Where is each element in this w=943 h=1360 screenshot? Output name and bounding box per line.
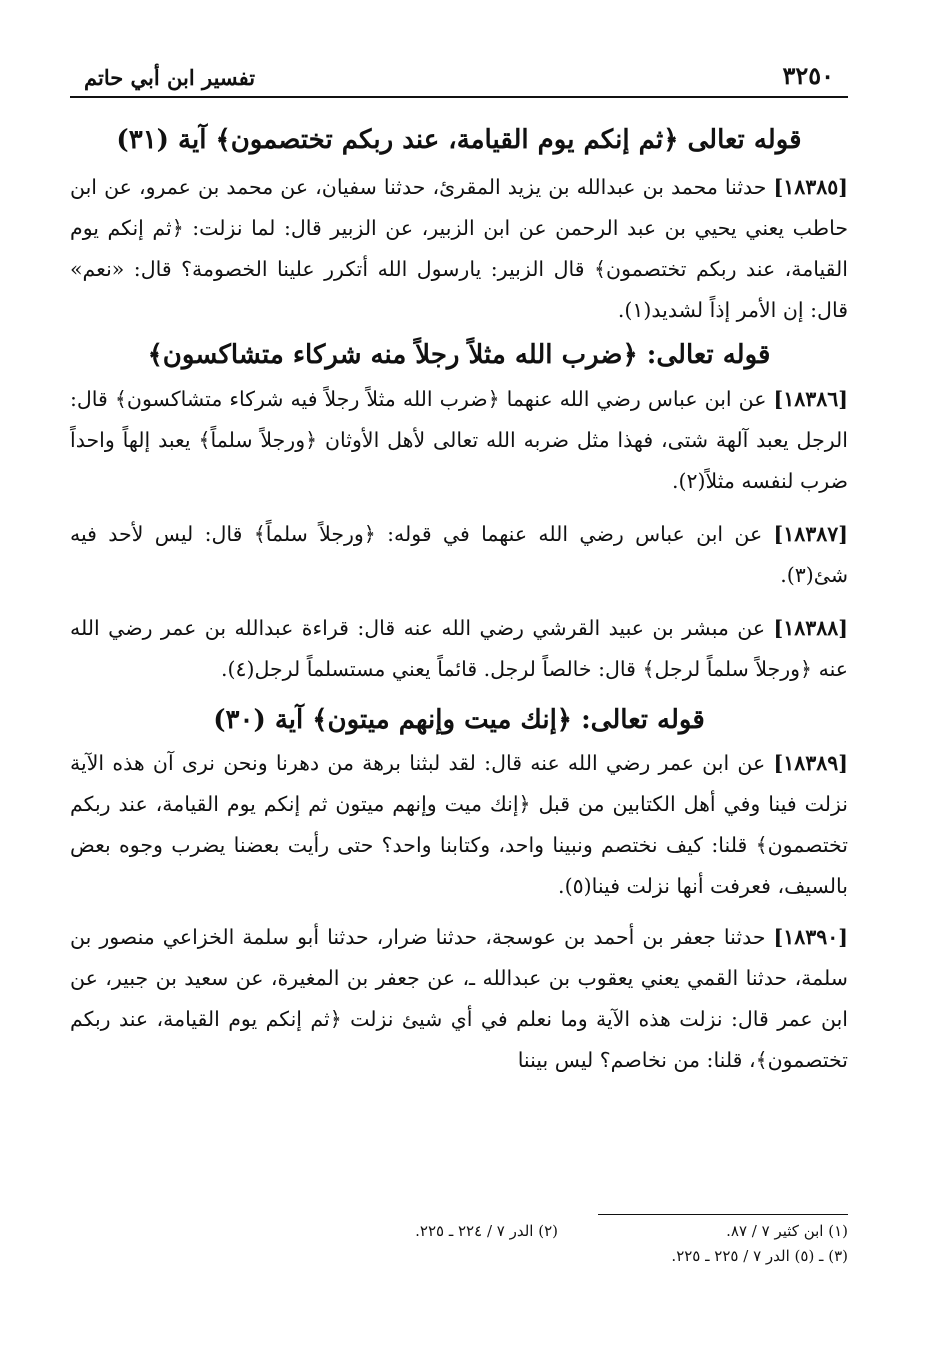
hadith-number: [١٨٣٨٩]: [773, 750, 848, 775]
hadith-text: عن ابن عباس رضي الله عنهما ﴿ضرب الله مثلاً رجلاً فيه شركاء متشاكسون﴾ قال: الرجل يعبد آلهة شتى، فهذا مثل ضربه الله تعالى لأهل الأوثان ﴿ورجلاً سلماً﴾ يعبد إلهاً واحداً ضرب لنفسه مثلاً(٢).: [70, 387, 848, 493]
section-heading: قوله تعالى ﴿ثم إنكم يوم القيامة، عند ربكم تختصمون﴾ آية (٣١): [116, 125, 802, 155]
book-page: [70, 50, 848, 1081]
footnotes: [70, 1214, 848, 1269]
hadith-text: عن ابن عمر رضي الله عنه قال: لقد لبثنا برهة من دهرنا ونحن نرى آن هذه الآية نزلت فينا وفي أهل الكتابين من قبل ﴿إنك ميت وإنهم ميتون ثم إنكم يوم القيامة، عند ربكم تختصمون﴾ قلنا: كيف نختصم ونبينا واحد، وكتابنا واحد؟ حتى رأيت بعضنا يضرب وجوه بعض بالسيف، فعرفت أنها نزلت فينا(٥).: [70, 750, 848, 898]
hadith-paragraph: [70, 917, 848, 1081]
hadith-number: [١٨٣٩٠]: [773, 924, 848, 949]
page-number: ٣٢٥٠: [782, 61, 834, 90]
hadith-paragraph: [70, 167, 848, 331]
footnote-2: (٢) الدر ٧ / ٢٢٤ ـ ٢٢٥.: [415, 1222, 558, 1240]
book-title: تفسير ابن أبي حاتم: [84, 65, 256, 90]
header-rule: [70, 96, 848, 98]
hadith-text: عن ابن عباس رضي الله عنهما في قوله: ﴿ورجلاً سلماً﴾ قال: ليس لأحد فيه شئ(٣).: [70, 522, 848, 587]
hadith-paragraph: [70, 514, 848, 596]
hadith-text: حدثنا محمد بن عبدالله بن يزيد المقرئ، حدثنا سفيان، عن محمد بن عمرو، عن ابن حاطب يعني يحيي بن عبد الرحمن عن ابن الزبير، عن الزبير قال: لما نزلت: ﴿ثم إنكم يوم القيامة، عند ربكم تختصمون﴾ قال الزبير: يارسول الله أتكرر علينا الخصومة؟ قال: «نعم» قال: إن الأمر إذاً لشديد(١).: [70, 174, 848, 322]
footnote-rule: [598, 1214, 848, 1215]
hadith-number: [١٨٣٨٦]: [773, 387, 848, 411]
hadith-text: عن مبشر بن عبيد القرشي رضي الله عنه قال: قراءة عبدالله بن عمر رضي الله عنه ﴿ورجلاً سلماً لرجل﴾ قال: خالصاً لرجل. قائماً يعني مستسلماً لرجل(٤).: [70, 616, 848, 681]
hadith-paragraph: [70, 379, 848, 502]
hadith-text: حدثنا جعفر بن أحمد بن عوسجة، حدثنا ضرار، حدثنا أبو سلمة الخزاعي منصور بن سلمة، حدثنا القمي يعني يعقوب بن عبدالله ـ، عن جعفر بن المغيرة، عن سعيد بن جبير، عن ابن عمر قال: نزلت هذه الآية وما نعلم في أي شيئ نزلت ﴿ثم إنكم يوم القيامة، عند ربكم تختصمون﴾، قلنا: من نخاصم؟ ليس بيننا: [70, 924, 848, 1072]
running-header: [70, 50, 848, 90]
footnote-3: (٣) ـ (٥) الدر ٧ / ٢٢٥ ـ ٢٢٥.: [671, 1247, 848, 1265]
hadith-number: [١٨٣٨٨]: [773, 616, 848, 640]
footnote-row: [70, 1219, 848, 1244]
footnote-row: [70, 1244, 848, 1269]
hadith-number: [١٨٣٨٥]: [773, 174, 848, 199]
hadith-paragraph: [70, 743, 848, 907]
section-heading: قوله تعالى: ﴿إنك ميت وإنهم ميتون﴾ آية (٣٠): [213, 705, 705, 735]
hadith-paragraph: [70, 608, 848, 690]
hadith-number: [١٨٣٨٧]: [773, 522, 848, 546]
section-heading: قوله تعالى: ﴿ضرب الله مثلاً رجلاً منه شركاء متشاكسون﴾: [147, 339, 771, 370]
footnote-1: (١) ابن كثير ٧ / ٨٧.: [726, 1222, 848, 1240]
